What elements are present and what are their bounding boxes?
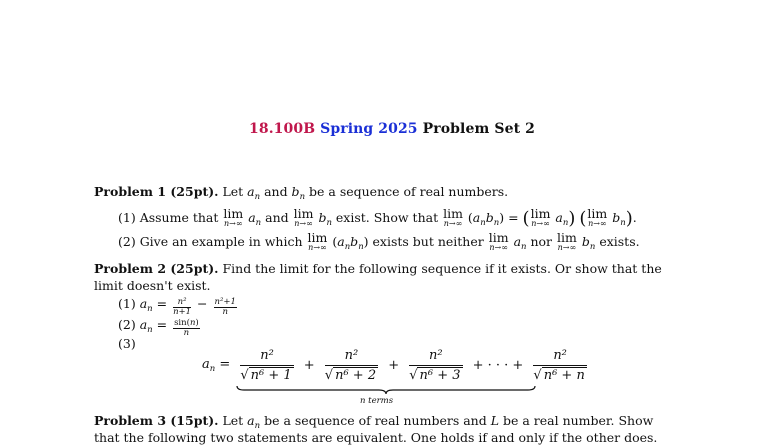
part-label: (2) <box>118 317 136 332</box>
part-label: (2) <box>118 234 136 249</box>
brace-label: n terms <box>360 396 394 406</box>
problem-2-part-1: (1) $a_n$ = $\frac{\text{n²}}{n+1}$ − $\frac{\text{n²+1}}{n}$ <box>118 296 236 317</box>
problem-1-heading: Problem 1 (25pt). <box>94 184 219 199</box>
problem-1-part-1: (1) Assume that lim n→∞ $a_n$ and lim n→∞ $b_n$ exist. Show that lim n→∞ $(a_nb_n)$ = ( lim n→∞ $a_n$) ( lim n→∞ $b_n$). <box>118 206 637 229</box>
problem-2-intro <box>94 262 662 276</box>
problem-2-part-3: (3) <box>118 336 136 351</box>
problem-2-heading: Problem 2 (25pt). <box>94 261 219 276</box>
equation-sum: $a_n$ = $\frac{\text{n²}}{\text{√ n⁶ + 1}}$ + $\frac{\text{n²}}{\text{√ n⁶ + 2}}$ + $\frac{\text{n²}}{\text{√ n⁶ + 3}}$ + · · · + $\frac{\text{n²}}{\text{√ n⁶ + n}}$ <box>202 348 585 383</box>
part-label: (1) <box>118 210 136 225</box>
title-course: 18.100B <box>249 121 316 137</box>
problem-3-heading: Problem 3 (15pt). <box>94 413 219 428</box>
problem-3-intro-line-2: that the following two statements are equivalent. One holds if and only if the other does. <box>94 430 658 445</box>
problem-2-intro-line-1: Find the limit for the following sequence if it exists. Or show that the <box>222 261 662 276</box>
title-term: Spring 2025 <box>320 121 418 137</box>
problem-1-part-2: (2) Give an example in which lim n→∞ $(a_nb_n)$ exists but neither lim n→∞ $a_n$ nor lim n→∞ $b_n$ exists. <box>118 230 640 252</box>
page-title <box>0 121 784 137</box>
part-label: (1) <box>118 296 136 311</box>
underbrace <box>236 385 536 395</box>
problem-2-part-2: (2) $a_n$ = $\frac{\sin(n)}{n}$ <box>118 317 199 338</box>
title-set: Problem Set 2 <box>422 121 535 137</box>
problem-3-intro-line-1: Let $a_n$ be a sequence of real numbers and L be a real number. Show <box>222 413 654 431</box>
problem-2-intro-line-2: limit doesn't exist. <box>94 278 211 293</box>
problem-1-intro: Problem 1 (25pt). Let $a_n$ and $b_n$ be a sequence of real numbers. <box>94 184 509 202</box>
